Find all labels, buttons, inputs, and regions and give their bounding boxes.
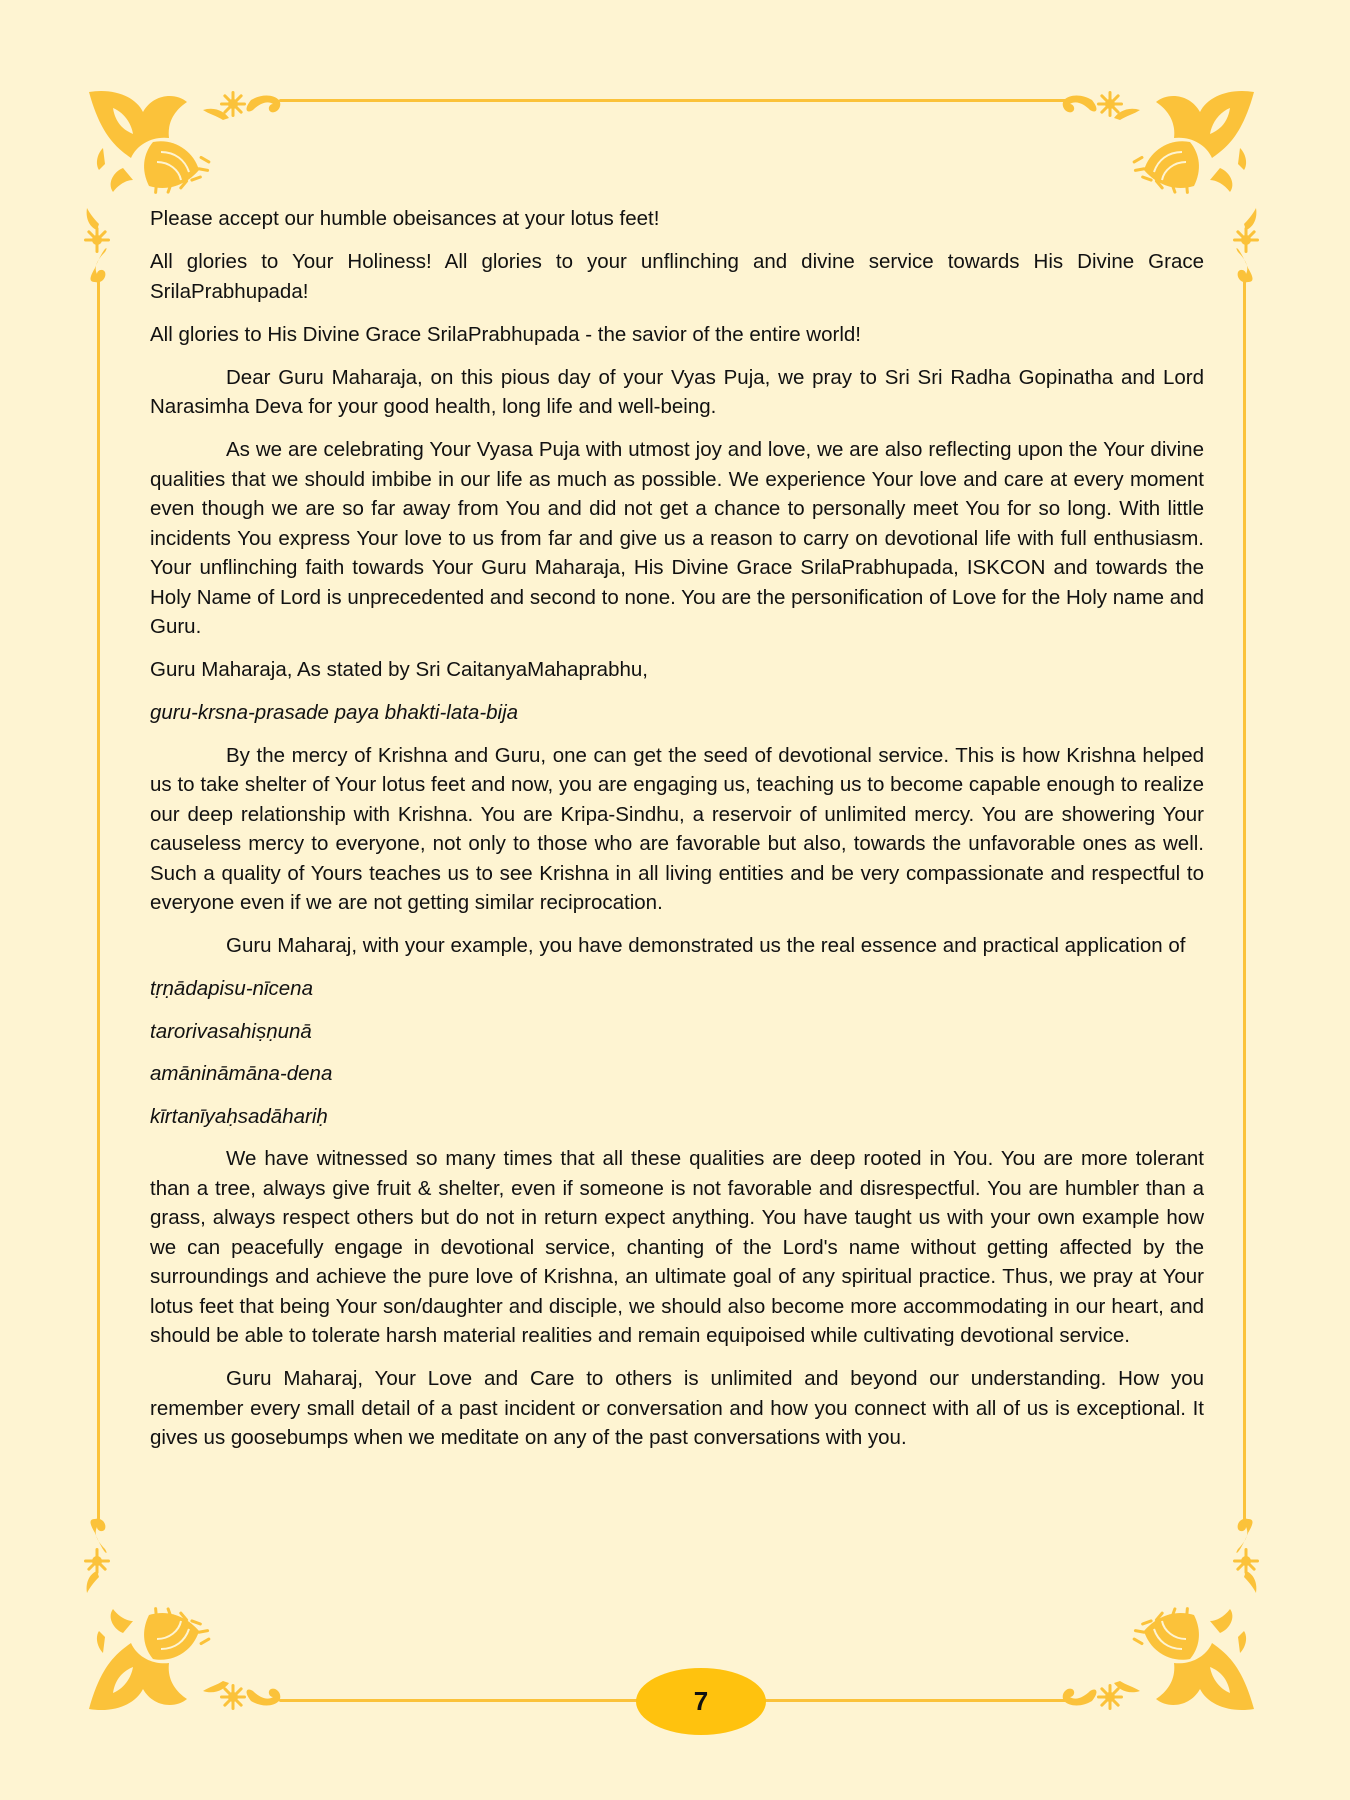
left-border-line [97,279,100,1526]
top-border-line [279,99,1070,102]
body-paragraph: Guru Maharaj, Your Love and Care to others is unlimited and beyond our understanding. How you remember every small detail of a past incident or conversation and how you connect with all of us is exceptional. It gives us goosebumps when we meditate on any of the past conversations with you. [150,1367,1204,1449]
page-number: 7 [693,1686,709,1716]
body-paragraph: Guru Maharaja, As stated by Sri CaitanyaMahaprabhu, [150,658,648,681]
body-paragraph: We have witnessed so many times that all these qualities are deep rooted in You. You are more tolerant than a tree, always give fruit & shelter, even if someone is not favorable and disrespectful. You are humbler than a grass, always respect others but do not in return expect anything. You have taught us with your own example how we can peacefully engage in devotional service, chanting of the Lord's name without getting affected by the surroundings and achieve the pure love of Krishna, an ultimate goal of any spiritual practice. Thus, we pray at Your lotus feet that being Your son/daughter and disciple, we should also become more accommodating in our heart, and should be able to tolerate harsh material realities and remain equipoised while cultivating devotional service. [150,1147,1204,1347]
verse-line: kīrtanīyaḥsadāhariḥ [150,1104,328,1128]
verse-line: tṛṇādapisu-nīcena [150,977,313,1000]
corner-ornament-bottom-left [83,1518,283,1713]
floral-ornament-icon [1060,1518,1260,1713]
body-paragraph: As we are celebrating Your Vyasa Puja with utmost joy and love, we are also reflecting upon the Your divine qualities that we should imbibe in our life as much as possible. We experience Your love and care at every moment even though we are so far away from You and did not get a chance to personally meet You for so long. With little incidents You express Your love to us from far and give us a reason to carry on devotional life with full enthusiasm. Your unflinching faith towards Your Guru Maharaja, His Divine Grace SrilaPrabhupada, ISKCON and towards the Holy Name of Lord is unprecedented and second to none. You are the personification of Love for the Holy name and Guru. [150,438,1204,638]
corner-ornament-bottom-right [1060,1518,1260,1713]
body-paragraph: By the mercy of Krishna and Guru, one can get the seed of devotional service. This is how Krishna helped us to take shelter of Your lotus feet and now, you are engaging us, teaching us to become capable enough to realize our deep relationship with Krishna. You are Kripa-Sindhu, a reservoir of unlimited mercy. You are showering Your causeless mercy to everyone, not only to those who are favorable but also, towards the unfavorable ones as well. Such a quality of Yours teaches us to see Krishna in all living entities and be very compassionate and respectful to everyone even if we are not getting similar reciprocation. [150,743,1204,914]
glorification-line: All glories to His Divine Grace SrilaPrabhupada - the savior of the entire world! [150,322,861,346]
verse-line: tarorivasahiṣṇunā [150,1019,312,1043]
page-number-badge [636,1668,766,1735]
letter-body [150,204,1204,1466]
body-paragraph: Dear Guru Maharaja, on this pious day of your Vyas Puja, we pray to Sri Sri Radha Gopinatha and Lord Narasimha Deva for your good health, long life and well-being. [150,365,1204,418]
salutation-line: Please accept our humble obeisances at your lotus feet! [150,207,660,230]
body-paragraph: Guru Maharaj, with your example, you have demonstrated us the real essence and practical application of [226,934,1186,957]
verse-line: guru-krsna-prasade paya bhakti-lata-bija [150,701,519,724]
right-border-line [1243,279,1246,1526]
glorification-line: All glories to Your Holiness! All glories to your unflinching and divine service towards His Divine Grace SrilaPrabhupada! [150,250,1204,303]
floral-ornament-icon [83,1518,283,1713]
verse-line: amānināmāna-dena [150,1062,333,1085]
